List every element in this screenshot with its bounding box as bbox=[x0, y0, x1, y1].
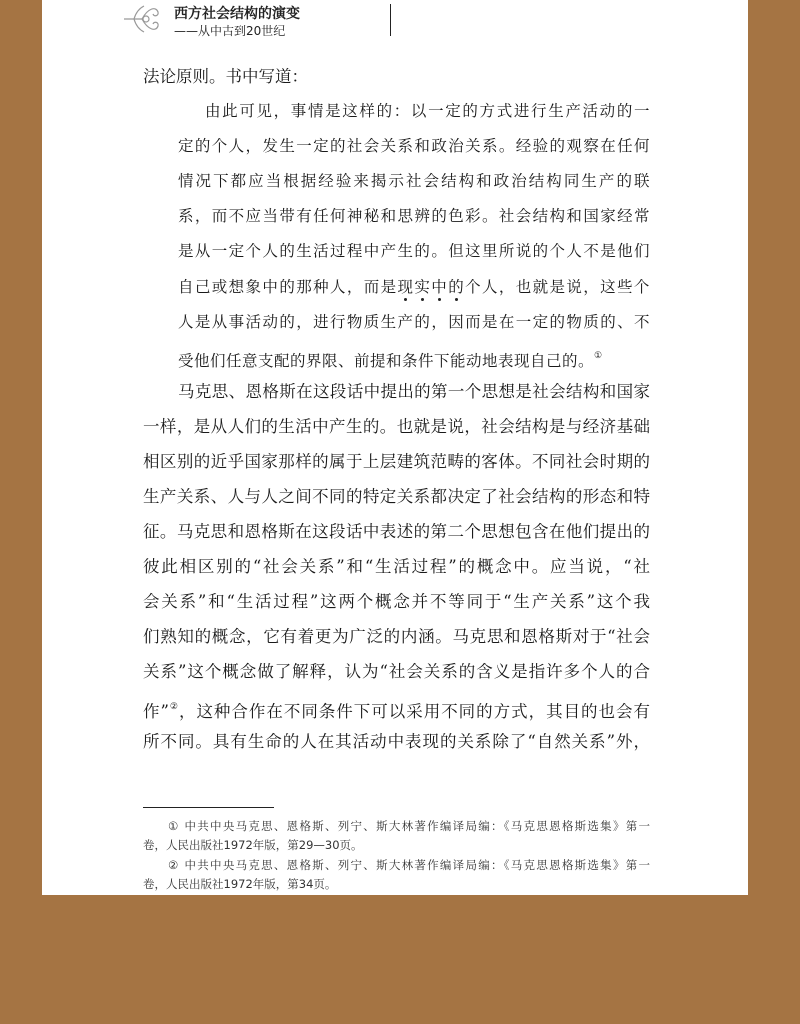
emphasis-char: 现 bbox=[397, 278, 415, 296]
book-page bbox=[42, 0, 748, 895]
body-text-line bbox=[143, 697, 651, 721]
body-text-line: 征。马克思和恩格斯在这段话中表述的第二个思想包含在他们提出的 bbox=[143, 522, 650, 541]
book-subtitle: ——从中古到20世纪 bbox=[174, 24, 286, 38]
quote-text: 个人，也就是说，这些个 bbox=[465, 278, 650, 296]
floral-ornament-icon bbox=[122, 2, 162, 36]
body-text-line: 关系”这个概念做了解释，认为“社会关系的含义是指许多个人的合 bbox=[143, 662, 650, 681]
body-text-line: 生产关系、人与人之间不同的特定关系都决定了社会结构的形态和特 bbox=[143, 487, 650, 506]
quote-line bbox=[178, 346, 650, 370]
quote-text: 自己或想象中的那种人，而是 bbox=[178, 278, 398, 296]
emphasis-char: 实 bbox=[414, 278, 432, 296]
emphasis-char: 的 bbox=[448, 278, 466, 296]
quote-line: 定的个人，发生一定的社会关系和政治关系。经验的观察在任何 bbox=[178, 137, 650, 155]
quote-line bbox=[178, 277, 650, 297]
body-text-line: 相区别的近乎国家那样的属于上层建筑范畴的客体。不同社会时期的 bbox=[143, 452, 650, 471]
body-text-line: 马克思、恩格斯在这段话中提出的第一个思想是社会结构和国家 bbox=[178, 382, 650, 401]
quote-line: 情况下都应当根据经验来揭示社会结构和政治结构同生产的联 bbox=[178, 172, 650, 190]
body-text-line: 会关系”和“生活过程”这两个概念并不等同于“生产关系”这个我 bbox=[143, 592, 650, 611]
quote-line: 由此可见，事情是这样的：以一定的方式进行生产活动的一 bbox=[205, 102, 650, 120]
header-divider bbox=[390, 4, 391, 36]
footnote-2-line: ② 中共中央马克思、恩格斯、列宁、斯大林著作编译局编：《马克思恩格斯选集》第一 bbox=[168, 858, 650, 872]
footnote-divider bbox=[143, 807, 274, 808]
quote-text: 受他们任意支配的界限、前提和条件下能动地表现自己的。 bbox=[178, 352, 595, 370]
emphasis-char: 中 bbox=[431, 278, 449, 296]
body-text-line: 法论原则。书中写道： bbox=[143, 67, 308, 86]
quote-line: 是从一定个人的生活过程中产生的。但这里所说的个人不是他们 bbox=[178, 242, 650, 260]
footnote-ref[interactable]: ② bbox=[168, 702, 179, 712]
body-text-line: 彼此相区别的“社会关系”和“生活过程”的概念中。应当说，“社 bbox=[143, 557, 650, 576]
body-text: 作” bbox=[143, 702, 169, 721]
body-text: ，这种合作在不同条件下可以采用不同的方式，其目的也会有 bbox=[178, 702, 651, 721]
quote-line: 系，而不应当带有任何神秘和思辨的色彩。社会结构和国家经常 bbox=[178, 207, 650, 225]
footnote-2-line: 卷，人民出版社1972年版，第34页。 bbox=[143, 877, 337, 891]
body-text-line: 们熟知的概念，它有着更为广泛的内涵。马克思和恩格斯对于“社会 bbox=[143, 627, 650, 646]
quote-line: 人是从事活动的，进行物质生产的，因而是在一定的物质的、不 bbox=[178, 313, 650, 331]
book-title: 西方社会结构的演变 bbox=[174, 6, 300, 22]
footnote-1-line: ① 中共中央马克思、恩格斯、列宁、斯大林著作编译局编：《马克思恩格斯选集》第一 bbox=[168, 819, 650, 833]
footnote-1-line: 卷，人民出版社1972年版，第29—30页。 bbox=[143, 838, 363, 852]
body-text-line: 一样，是从人们的生活中产生的。也就是说，社会结构是与经济基础 bbox=[143, 417, 650, 436]
footnote-ref[interactable]: ① bbox=[594, 351, 603, 361]
body-text-line: 所不同。具有生命的人在其活动中表现的关系除了“自然关系”外， bbox=[143, 732, 650, 751]
